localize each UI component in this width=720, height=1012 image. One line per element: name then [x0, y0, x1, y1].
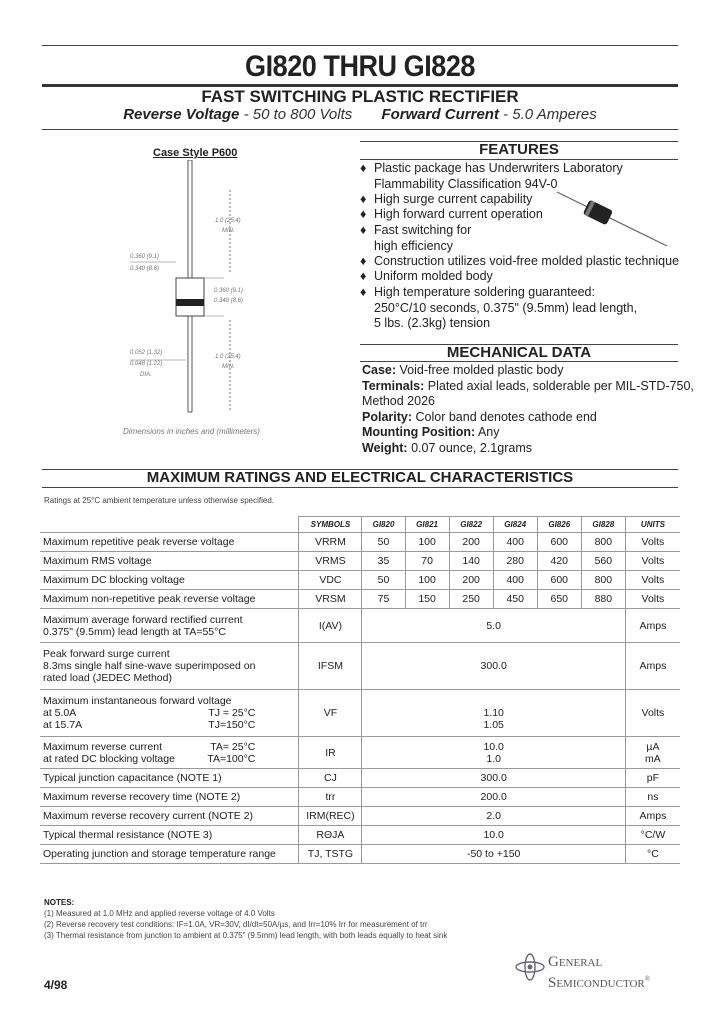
reverse-voltage-value: - 50 to 800 Volts: [243, 106, 353, 123]
param-description-line: Maximum non-repetitive peak reverse voltage: [43, 593, 256, 605]
param-value-line: 10.0: [483, 740, 504, 753]
param-symbol: IRM(REC): [299, 807, 362, 826]
table-row: [40, 643, 680, 690]
table-row: [40, 737, 680, 769]
param-condition: TA=100°C: [207, 752, 256, 765]
note-1: (1) Measured at 1.0 MHz and applied reverse voltage of 4.0 Volts: [44, 909, 275, 918]
param-description-text: Maximum reverse current: [43, 740, 163, 753]
param-value: 600: [537, 571, 581, 590]
param-symbol: VF: [299, 690, 362, 737]
param-value: 300.0: [362, 643, 625, 690]
table-row: [40, 845, 680, 864]
param-description: [40, 552, 299, 571]
feature-item: ♦ High forward current operation: [360, 207, 543, 221]
param-description: [40, 690, 299, 737]
param-value: 420: [537, 552, 581, 571]
col-gi824: GI824: [493, 517, 537, 533]
param-description-line: Maximum DC blocking voltage: [43, 574, 185, 586]
param-unit: Volts: [625, 533, 680, 552]
param-value: 200.0: [362, 788, 625, 807]
param-description-line: Maximum repetitive peak reverse voltage: [43, 536, 235, 548]
table-row: [40, 571, 680, 590]
param-symbol: VRRM: [299, 533, 362, 552]
param-unit: °C: [625, 845, 680, 864]
param-value: 200: [449, 533, 493, 552]
table-row: [40, 807, 680, 826]
param-symbol: VDC: [299, 571, 362, 590]
param-value: 800: [581, 533, 625, 552]
param-value: 10.0: [362, 826, 625, 845]
col-units: UNITS: [625, 517, 680, 533]
dim-dia-label: DIA.: [140, 372, 152, 378]
param-description-line: [43, 741, 295, 753]
param-description-line: Maximum reverse recovery time (NOTE 2): [43, 791, 241, 803]
param-description-line: [43, 707, 295, 719]
table-row: [40, 590, 680, 609]
top-rule: [42, 45, 678, 46]
param-unit: Volts: [625, 590, 680, 609]
ratings-heading: MAXIMUM RATINGS AND ELECTRICAL CHARACTERISTICS: [146, 469, 574, 486]
param-value: 800: [581, 571, 625, 590]
param-value: 880: [581, 590, 625, 609]
param-description-text: at 5.0A: [43, 707, 77, 719]
param-unit: ns: [625, 788, 680, 807]
case-style-label: Case Style P600: [153, 147, 238, 159]
dim-min-top: MIN.: [222, 228, 235, 234]
param-description: [40, 590, 299, 609]
param-condition: TJ=150°C: [208, 719, 256, 731]
feature-item: ♦ Construction utilizes void-free molded plastic technique: [360, 254, 680, 268]
param-symbol: VRSM: [299, 590, 362, 609]
param-value: 650: [537, 590, 581, 609]
gs-logo-icon: [514, 952, 546, 982]
param-value: [362, 690, 625, 737]
param-description-line: Maximum reverse recovery current (NOTE 2): [43, 810, 254, 822]
param-description-line: Maximum RMS voltage: [43, 555, 152, 567]
param-description-line: [43, 753, 295, 765]
param-description-line: 0.375" (9.5mm) lead length at TA=55°C: [43, 625, 226, 638]
header-rule: [42, 129, 678, 130]
param-description: [40, 845, 299, 864]
param-symbol: CJ: [299, 769, 362, 788]
param-value-line: 1.05: [483, 719, 504, 731]
feature-item: ♦ Uniform molded body: [360, 269, 493, 283]
param-description-text: at 15.7A: [43, 719, 83, 731]
param-description-text: at rated DC blocking voltage: [43, 752, 175, 765]
reverse-voltage-label: Reverse Voltage: [123, 106, 240, 123]
param-value: 75: [362, 590, 405, 609]
dim-body-len-min: 0.340 (8.6): [214, 298, 244, 304]
param-value-line: 1.0: [486, 752, 501, 765]
mech-rule-bottom: [360, 361, 678, 362]
param-unit: °C/W: [625, 826, 680, 845]
table-row: [40, 533, 680, 552]
col-gi828: GI828: [581, 517, 625, 533]
param-description: [40, 643, 299, 690]
col-gi826: GI826: [537, 517, 581, 533]
param-value: 50: [362, 571, 405, 590]
date-code: 4/98: [44, 978, 68, 992]
table-header-row: [40, 517, 680, 533]
param-description-line: Maximum instantaneous forward voltage: [43, 695, 232, 707]
param-description: [40, 807, 299, 826]
param-unit: Volts: [625, 552, 680, 571]
param-description-line: 8.3ms single half sine-wave superimposed on: [43, 660, 256, 672]
param-description: [40, 571, 299, 590]
param-value: 200: [449, 571, 493, 590]
param-value: 100: [405, 571, 449, 590]
mech-method: Method 2026: [362, 394, 435, 408]
param-value: 450: [493, 590, 537, 609]
forward-current-value: - 5.0 Amperes: [503, 106, 597, 123]
param-value: 2.0: [362, 807, 625, 826]
param-description: [40, 737, 299, 769]
param-description-line: Typical junction capacitance (NOTE 1): [43, 772, 222, 784]
param-unit: Amps: [625, 643, 680, 690]
param-value: 70: [405, 552, 449, 571]
param-value: 560: [581, 552, 625, 571]
param-value: 300.0: [362, 769, 625, 788]
param-symbol: IR: [299, 737, 362, 769]
mech-case: Case: Void-free molded plastic body: [362, 363, 564, 377]
param-description-line: Typical thermal resistance (NOTE 3): [43, 829, 213, 841]
param-value: 400: [493, 571, 537, 590]
param-unit-line: µA: [646, 740, 660, 753]
param-symbol: TJ, TSTG: [299, 845, 362, 864]
param-value: 400: [493, 533, 537, 552]
forward-current-label: Forward Current: [381, 106, 499, 123]
param-description-line: Operating junction and storage temperature range: [43, 848, 276, 860]
param-value: [362, 737, 625, 769]
param-value: 5.0: [362, 609, 625, 643]
logo-line-1: General: [548, 954, 603, 970]
param-value: 280: [493, 552, 537, 571]
drawing-caption: Dimensions in inches and (millimeters): [123, 427, 260, 436]
param-value: 150: [405, 590, 449, 609]
mech-terminals: Terminals: Plated axial leads, solderable per MIL-STD-750,: [362, 379, 694, 393]
features-heading: FEATURES: [479, 141, 559, 158]
param-value: -50 to +150: [362, 845, 625, 864]
param-symbol: I(AV): [299, 609, 362, 643]
ratings-note: Ratings at 25°C ambient temperature unless otherwise specified.: [44, 496, 274, 505]
mech-mounting: Mounting Position: Any: [362, 425, 500, 439]
dim-lead-dia-min: 0.048 (1.22): [130, 361, 163, 367]
param-unit: [625, 737, 680, 769]
param-description: [40, 533, 299, 552]
table-row: [40, 552, 680, 571]
param-value: 140: [449, 552, 493, 571]
dim-min-bottom: MIN.: [222, 364, 235, 370]
param-value: 250: [449, 590, 493, 609]
param-symbol: VRMS: [299, 552, 362, 571]
param-value-line: 1.10: [483, 707, 504, 719]
param-unit: Amps: [625, 609, 680, 643]
param-value: 50: [362, 533, 405, 552]
param-unit-line: mA: [645, 752, 661, 765]
param-condition: TJ = 25°C: [208, 707, 256, 719]
col-gi822: GI822: [449, 517, 493, 533]
param-condition: TA= 25°C: [210, 740, 256, 753]
param-description: [40, 609, 299, 643]
table-row: [40, 609, 680, 643]
param-unit: pF: [625, 769, 680, 788]
feature-item: ♦ Plastic package has Underwriters Laboratory Flammability Classification 94V-0: [360, 161, 623, 191]
mechanical-heading: MECHANICAL DATA: [446, 344, 592, 361]
table-row: [40, 788, 680, 807]
param-symbol: IFSM: [299, 643, 362, 690]
param-unit: Volts: [625, 690, 680, 737]
package-drawing: [120, 160, 270, 420]
dim-lead-dia-max: 0.052 (1.32): [130, 350, 163, 356]
feature-item: ♦ High temperature soldering guaranteed: 250°C/10 seconds, 0.375" (9.5mm) lead length, 5 lbs. (2.3kg) tension: [360, 285, 638, 330]
param-description: [40, 769, 299, 788]
logo-line-2: Semiconductor: [548, 975, 645, 991]
dim-lead-length-bottom: 1.0 (25.4): [215, 354, 241, 360]
param-unit: Volts: [625, 571, 680, 590]
param-description-line: [43, 719, 295, 731]
diode-illustration: [555, 190, 675, 250]
page-subtitle: FAST SWITCHING PLASTIC RECTIFIER: [201, 87, 519, 106]
param-symbol: trr: [299, 788, 362, 807]
table-row: [40, 769, 680, 788]
param-description-line: Maximum average forward rectified current: [43, 613, 243, 626]
param-value: 600: [537, 533, 581, 552]
table-row: [40, 690, 680, 737]
mech-polarity: Polarity: Color band denotes cathode end: [362, 410, 597, 424]
registered-mark: ®: [644, 975, 651, 983]
page-title: GI820 THRU GI828: [245, 50, 475, 83]
mech-weight: Weight: 0.07 ounce, 2.1grams: [362, 441, 532, 455]
param-description: [40, 788, 299, 807]
dim-lead-length-top: 1.0 (25.4): [215, 218, 241, 224]
param-unit: Amps: [625, 807, 680, 826]
param-value: 35: [362, 552, 405, 571]
col-gi820: GI820: [362, 517, 405, 533]
param-description: [40, 826, 299, 845]
ratings-rule-bottom: [42, 487, 678, 488]
col-symbols: SYMBOLS: [299, 517, 362, 533]
dim-body-len-max: 0.360 (9.1): [214, 288, 244, 294]
note-3: (3) Thermal resistance from junction to ambient at 0.375" (9.5mm) lead length, with both leads equally to heat sink: [44, 931, 448, 940]
param-value-line: [365, 695, 621, 707]
table-bottom-border: [40, 864, 680, 865]
feature-item: ♦ High surge current capability: [360, 192, 533, 206]
col-gi821: GI821: [405, 517, 449, 533]
ratings-table: [40, 516, 680, 864]
note-2: (2) Reverse recovery test conditions: IF=1.0A, VR=30V, dI/dt=50A/µs, and Irr=10% Irr for measurement of trr: [44, 920, 428, 929]
table-row: [40, 826, 680, 845]
notes-title: NOTES:: [44, 898, 75, 907]
company-logo-text: [548, 954, 650, 992]
ratings-summary: [0, 106, 720, 123]
dim-body-dia-max: 0.360 (9.1): [130, 254, 160, 260]
param-description-line: rated load (JEDEC Method): [43, 672, 172, 684]
param-value: 100: [405, 533, 449, 552]
param-symbol: RΘJA: [299, 826, 362, 845]
dim-body-dia-min: 0.340 (8.6): [130, 266, 160, 272]
feature-item: ♦ Fast switching for high efficiency: [360, 223, 472, 253]
features-rule-bottom: [360, 159, 678, 160]
param-description-line: Peak forward surge current: [43, 648, 170, 660]
